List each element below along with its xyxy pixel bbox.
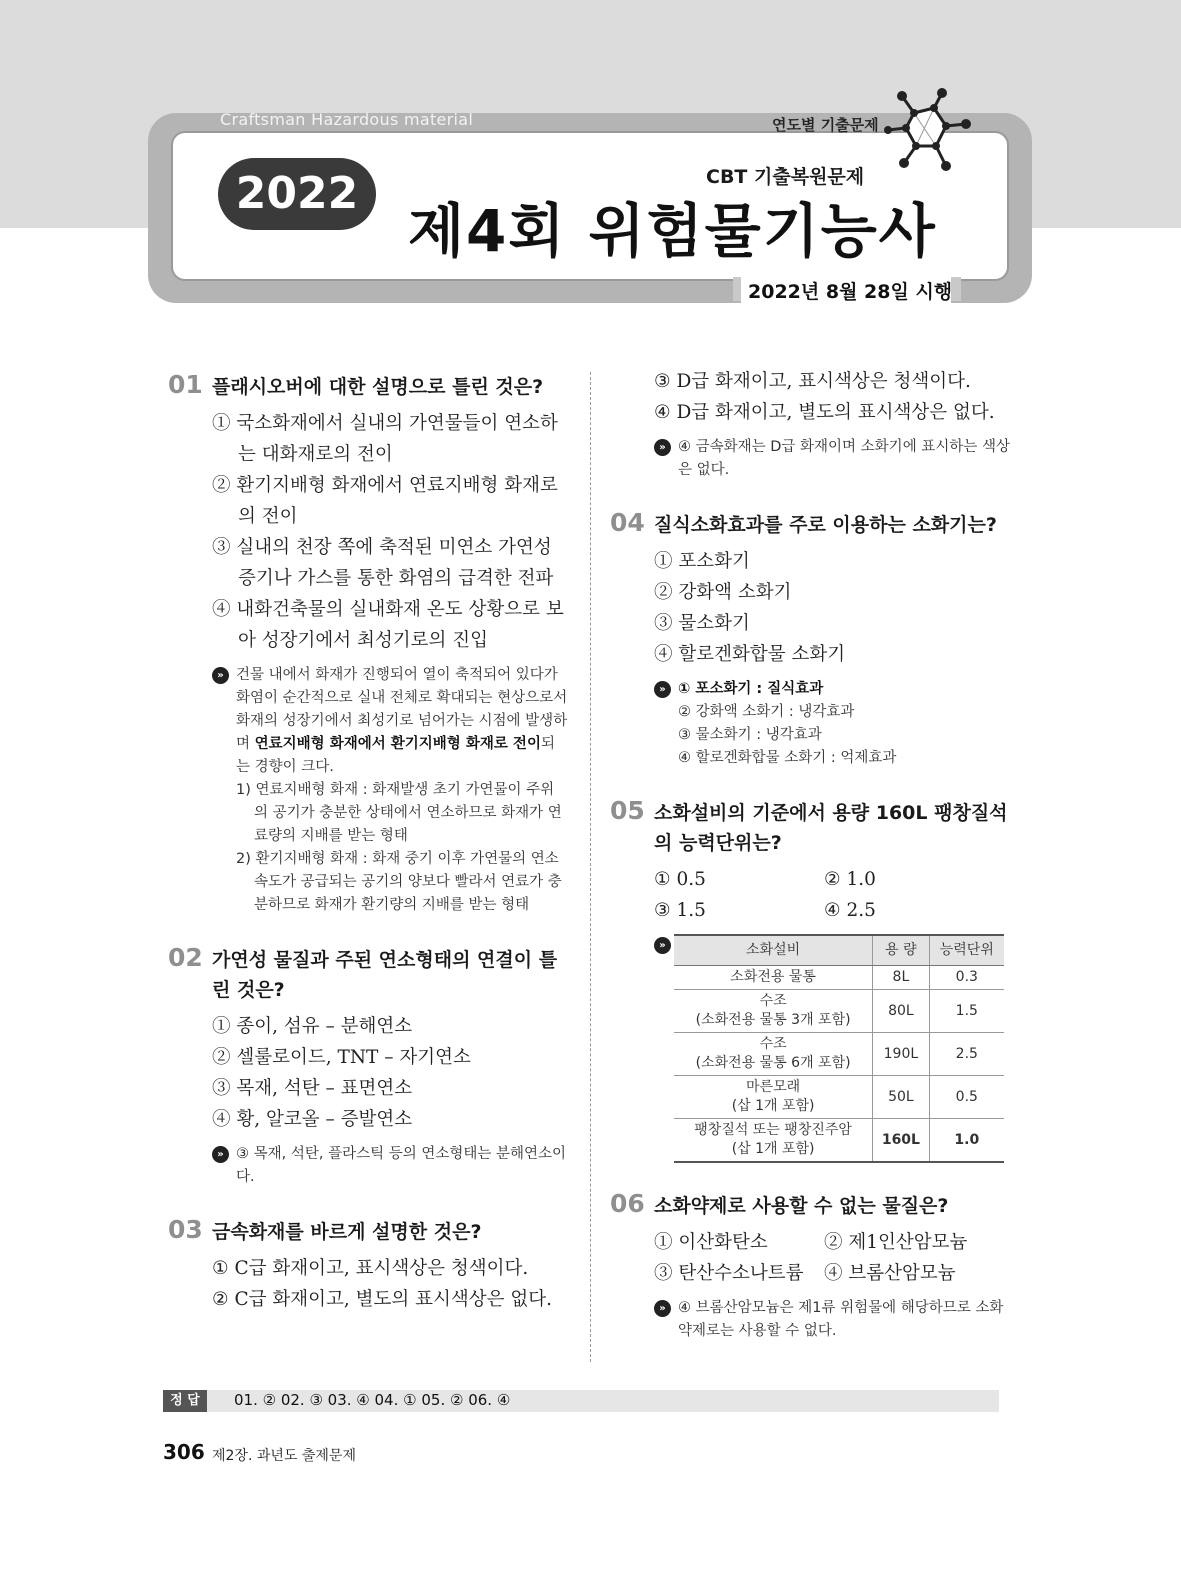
explanation-arrow-icon: » [654,681,671,698]
answers-label: 정 답 [163,1390,207,1412]
option: ④ 브롬산암모늄 [824,1263,956,1284]
cell-text: 소화전용 물통 [730,969,816,985]
explanation-text: ④ 브롬산암모늄은 제1류 위험물에 해당하므로 소화약제로는 사용할 수 없다. [678,1300,1004,1339]
question-06 [610,1191,1010,1343]
explanation [654,934,1010,1163]
table-cell: 1.5 [929,990,1004,1033]
option: ④ 할로겐화합물 소화기 [654,644,846,665]
column-divider [590,372,591,1362]
table-cell [674,1119,873,1163]
option: ② C급 화재이고, 별도의 표시색상은 없다. [212,1289,552,1310]
cell-text: 마른모래 [746,1079,801,1095]
explanation-line: ④ 할로겐화합물 소화기 : 억제효과 [678,750,897,766]
cell-text: 팽창질석 또는 팽창진주암 [694,1122,852,1138]
question-text: 가연성 물질과 주된 연소형태의 연결이 틀린 것은? [212,949,558,1001]
option: ③ 물소화기 [654,613,750,634]
question-text: 금속화재를 바르게 설명한 것은? [212,1221,482,1243]
right-column [610,372,1010,1365]
table-cell: 0.5 [929,1076,1004,1119]
explanation [654,1297,1010,1343]
option: ④ 2.5 [824,900,876,921]
explanation-text: 되는 경향이 크다. [236,736,555,775]
explanation-bold: 연료지배형 화재에서 환기지배형 화재로 전이 [254,736,541,752]
page-number: 306 [163,1440,205,1464]
table-header: 용 량 [873,935,929,966]
table-cell: 190L [873,1033,929,1076]
explanation-arrow-icon: » [654,937,671,954]
option: ④ 내화건축물의 실내화재 온도 상황으로 보아 성장기에서 최성기로의 진입 [212,599,564,651]
options-list [654,1227,1010,1289]
cell-text: 수조 [759,1036,787,1052]
option: ① 이산화탄소 [654,1232,768,1253]
option: ③ 실내의 천장 쪽에 축적된 미연소 가연성 증기나 가스를 통한 화염의 급격한 전파 [212,537,554,589]
option: ② 강화액 소화기 [654,582,792,603]
table-cell [674,990,873,1033]
explanation-line: ① 포소화기 : 질식효과 [678,681,824,697]
options-list [654,366,1010,428]
explanation-text: ④ 금속화재는 D급 화재이며 소화기에 표시하는 색상은 없다. [678,439,1010,478]
options-list [212,1011,568,1135]
question-number: 05 [610,796,645,825]
explanation [654,678,1010,770]
option: ④ 황, 알코올 – 증발연소 [212,1109,413,1130]
question-03-continued [610,366,1010,482]
left-column [168,372,568,1337]
table-row [674,1076,1004,1119]
table-cell: 80L [873,990,929,1033]
question-number: 06 [610,1189,645,1218]
option: ① 국소화재에서 실내의 가연물들이 연소하는 대화재로의 전이 [212,413,558,465]
table-header: 능력단위 [929,935,1004,966]
explanation [212,1143,568,1189]
option: ② 셀룰로이드, TNT – 자기연소 [212,1047,471,1068]
explanation-sub: 1) 연료지배형 화재 : 화재발생 초기 가연물이 주위의 공기가 충분한 상태에서 연소하므로 화재가 연료량의 지배를 받는 형태 [236,782,562,844]
cell-text: 수조 [759,993,787,1009]
category-label: 연도별 기출문제 [772,116,879,134]
table-cell: 160L [873,1119,929,1163]
option: ① 포소화기 [654,551,750,572]
year-badge: 2022 [218,158,376,230]
question-text: 소화설비의 기준에서 용량 160L 팽창질석의 능력단위는? [654,802,1008,854]
table-row [674,1119,1004,1163]
option: ① 0.5 [654,869,706,890]
page-title: 제4회 위험물기능사 [408,197,937,265]
option: ④ D급 화재이고, 별도의 표시색상은 없다. [654,402,995,423]
table-row [674,966,1004,990]
explanation [654,436,1010,482]
explanation-arrow-icon: » [654,1300,671,1317]
options-list [212,408,568,656]
question-04 [610,510,1010,770]
explanation-arrow-icon: » [654,439,671,456]
table-cell: 0.3 [929,966,1004,990]
question-03 [168,1217,568,1315]
question-number: 03 [168,1215,203,1244]
molecule-decoration-icon [884,88,974,178]
cell-text: (소화전용 물통 3개 포함) [695,1012,851,1028]
options-list [654,864,1010,926]
option: ① C급 화재이고, 표시색상은 청색이다. [212,1258,529,1279]
option: ③ D급 화재이고, 표시색상은 청색이다. [654,371,971,392]
chapter-title: 제2장. 과년도 출제문제 [212,1448,356,1464]
option: ③ 목재, 석탄 – 표면연소 [212,1078,413,1099]
question-02 [168,945,568,1189]
subtitle: CBT 기출복원문제 [706,166,865,188]
question-05 [610,798,1010,1163]
question-text: 플래시오버에 대한 설명으로 틀린 것은? [212,376,544,398]
question-number: 04 [610,508,645,537]
table-header: 소화설비 [674,935,873,966]
explanation [212,664,568,917]
explanation-sub: 2) 환기지배형 화재 : 화재 중기 이후 가연물의 연소속도가 공급되는 공기의 양보다 빨라서 연료가 충분하므로 화재가 환기량의 지배를 받는 형태 [236,851,562,913]
question-text: 소화약제로 사용할 수 없는 물질은? [654,1195,949,1217]
option: ③ 탄산수소나트륨 [654,1263,804,1284]
explanation-line: ③ 물소화기 : 냉각효과 [678,727,822,743]
explanation-text: ③ 목재, 석탄, 플라스틱 등의 연소형태는 분해연소이다. [236,1146,567,1185]
cell-text: (소화전용 물통 6개 포함) [695,1055,851,1071]
table-row [674,990,1004,1033]
table-cell [674,1076,873,1119]
question-01 [168,372,568,917]
answer-key: 01. ② 02. ③ 03. ④ 04. ① 05. ② 06. ④ [234,1391,511,1409]
explanation-arrow-icon: » [212,1146,229,1163]
option: ② 제1인산암모늄 [824,1232,968,1253]
question-number: 01 [168,370,203,399]
explanation-text: 건물 내에서 화재가 진행되어 열이 축적되어 있다가 화염이 순간적으로 실내 전체로 확대되는 현상으로서 화재의 성장기에서 최성기로 넘어가는 시점에 발생하며 [236,667,568,752]
explanation-arrow-icon: » [212,667,229,684]
question-text: 질식소화효과를 주로 이용하는 소화기는? [654,514,997,536]
table-cell: 2.5 [929,1033,1004,1076]
option: ② 환기지배형 화재에서 연료지배형 화재로의 전이 [212,475,558,527]
brand-text: Craftsman Hazardous material [220,110,474,129]
options-list [654,546,1010,670]
question-number: 02 [168,943,203,972]
table-cell: 1.0 [929,1119,1004,1163]
option: ③ 1.5 [654,900,706,921]
table-cell: 8L [873,966,929,990]
table-row [674,1033,1004,1076]
table-cell: 50L [873,1076,929,1119]
explanation-line: ② 강화액 소화기 : 냉각효과 [678,704,855,720]
table-cell [674,1033,873,1076]
option: ① 종이, 섬유 – 분해연소 [212,1016,413,1037]
table-cell [674,966,873,990]
option: ② 1.0 [824,869,876,890]
options-list [212,1253,568,1315]
cell-text: (삽 1개 포함) [731,1098,815,1114]
capacity-table [674,934,1004,1163]
cell-text: (삽 1개 포함) [731,1141,815,1157]
exam-date: 2022년 8월 28일 시행 [748,281,953,303]
